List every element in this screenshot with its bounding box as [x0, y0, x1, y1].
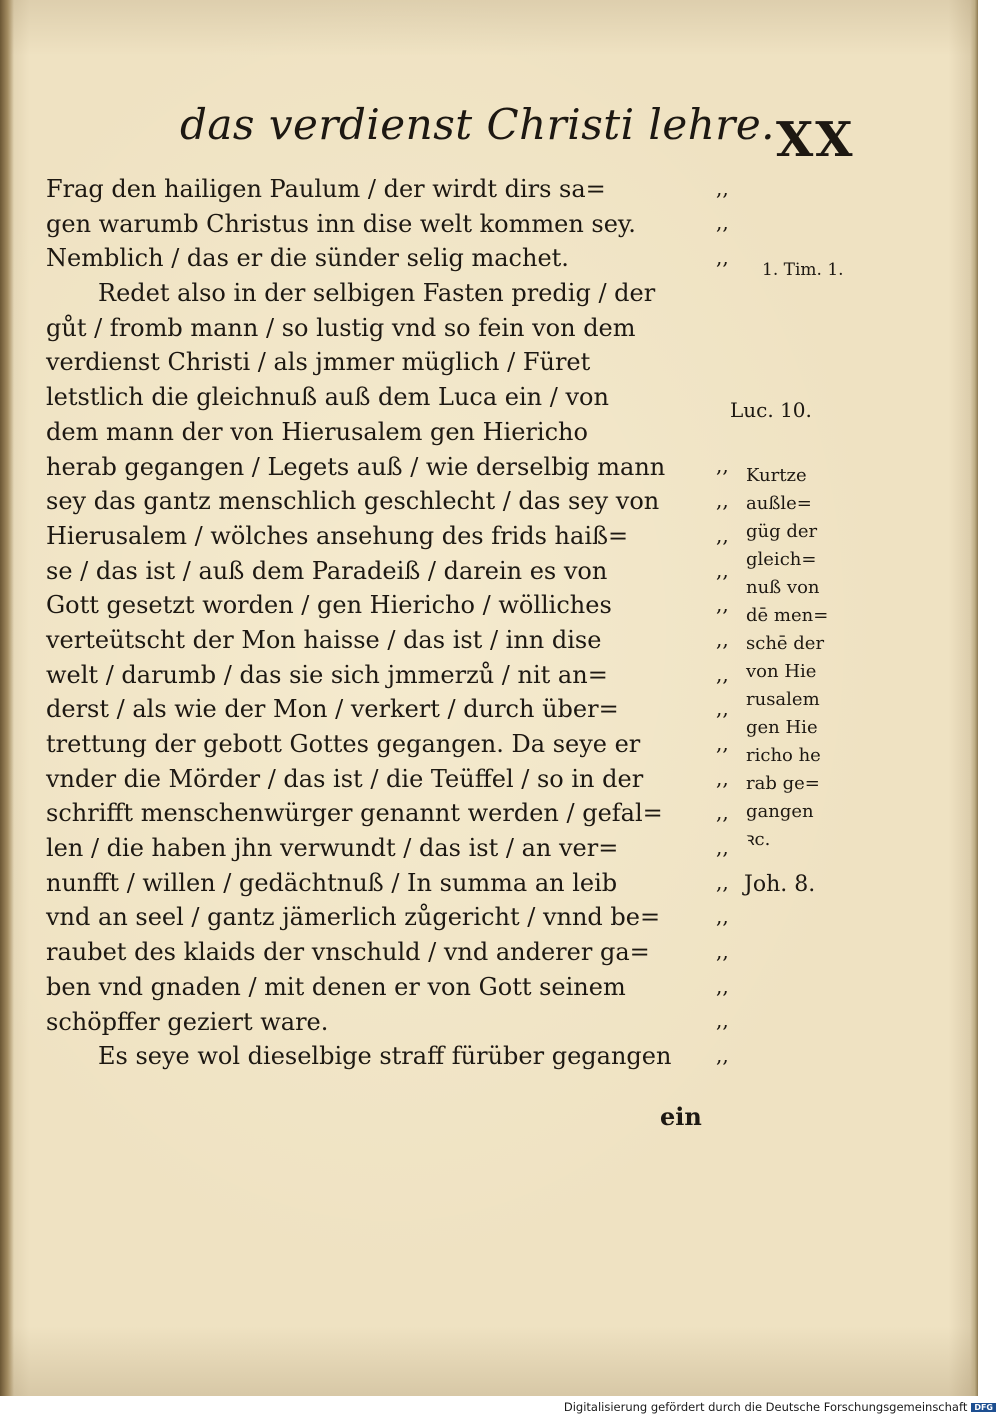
body-text [46, 172, 746, 1172]
quotation-mark: ,, [716, 870, 729, 894]
quotation-mark: ,, [716, 523, 729, 547]
quotation-mark: ,, [716, 453, 729, 477]
page-spine-shadow [0, 0, 14, 1396]
text-line: Gott gesetzt worden / gen Hiericho / wölliches [46, 591, 612, 620]
quotation-mark: ,, [716, 835, 729, 859]
quotation-mark: ,, [716, 245, 729, 269]
quotation-mark: ,, [716, 766, 729, 790]
quotation-mark: ,, [716, 662, 729, 686]
gloss-line: Kurtze [746, 465, 807, 486]
quotation-mark: ,, [716, 592, 729, 616]
quotation-mark: ,, [716, 731, 729, 755]
text-line: Frag den hailigen Paulum / der wirdt dirs sa= [46, 175, 606, 203]
text-line: sey das gantz menschlich geschlecht / das sey von [46, 487, 660, 516]
text-line: letstlich die gleichnuß auß dem Luca ein / von [46, 383, 609, 412]
quotation-mark: ,, [716, 558, 729, 582]
gloss-line: schē der [746, 633, 825, 654]
text-line: herab gegangen / Legets auß / wie derselbig mann [46, 452, 666, 481]
text-line: derst / als wie der Mon / verkert / durch über= [46, 695, 619, 724]
text-line: ben vnd gnaden / mit denen er von Gott seinem [46, 972, 626, 1001]
running-head: das verdienst Christi lehre. [180, 100, 776, 149]
quotation-mark: ,, [716, 939, 729, 963]
quotation-mark: ,, [716, 800, 729, 824]
text-line: welt / darumb / das sie sich jmmerzů / nit an= [46, 660, 608, 689]
quotation-mark: ,, [716, 627, 729, 651]
gloss-line: güg der [746, 521, 818, 542]
quotation-mark: ,, [716, 488, 729, 512]
quotation-mark: ,, [716, 974, 729, 998]
text-line: vnd an seel / gantz jämerlich zůgericht / vnnd be= [46, 903, 661, 932]
text-line: se / das ist / auß dem Paradeiß / darein es von [46, 556, 608, 585]
gloss-line: von Hie [746, 661, 817, 682]
gloss-line: nuß von [746, 577, 820, 598]
text-line: Nemblich / das er die sünder selig machet. [46, 244, 569, 273]
text-line: Hierusalem / wölches ansehung des frids haiß= [46, 521, 629, 550]
catchword: ein [660, 1102, 702, 1131]
text-line: verdienst Christi / als jmmer müglich / Füret [46, 348, 591, 377]
folio-number: XX [776, 112, 855, 168]
page-edge [970, 0, 978, 1396]
quotation-mark: ,, [716, 1008, 729, 1032]
text-line: nunfft / willen / gedächtnuß / In summa an leib [46, 868, 618, 897]
gloss-line: ꝛc. [746, 829, 771, 850]
text-line: trettung der gebott Gottes gegangen. Da seye er [46, 730, 641, 758]
gloss-line: gangen [746, 801, 814, 822]
dfg-logo-badge: DFG [971, 1403, 996, 1412]
gloss-line: gleich= [746, 549, 817, 570]
gloss-line: rusalem [746, 689, 820, 710]
gloss-line: dē men= [746, 605, 829, 626]
gloss-line: außle= [746, 493, 812, 514]
marginal-reference-timothy: 1. Tim. 1. [762, 260, 844, 280]
gloss-line: richo he [746, 745, 821, 766]
gloss-line: gen Hie [746, 717, 818, 738]
text-line: len / die haben jhn verwundt / das ist / an ver= [46, 834, 619, 863]
text-line: verteütscht der Mon haisse / das ist / inn dise [46, 625, 602, 654]
quotation-mark: ,, [716, 210, 729, 234]
text-line: raubet des klaids der vnschuld / vnd anderer ga= [46, 938, 650, 967]
text-line: dem mann der von Hierusalem gen Hiericho [46, 417, 588, 446]
marginal-reference-john: Joh. 8. [744, 872, 816, 897]
quotation-mark: ,, [716, 176, 729, 200]
quotation-marks-column [716, 172, 746, 1092]
digitization-footer [560, 1400, 996, 1420]
text-line: schrifft menschenwürger genannt werden / gefal= [46, 799, 663, 828]
text-line: gůt / fromb mann / so lustig vnd so fein von dem [46, 313, 636, 342]
text-line: vnder die Mörder / das ist / die Teüffel / so in der [46, 764, 644, 793]
text-line: Es seye wol dieselbige straff fürüber gegangen [98, 1042, 672, 1071]
text-line: gen warumb Christus inn dise welt kommen sey. [46, 209, 636, 238]
quotation-mark: ,, [716, 1043, 729, 1067]
marginal-reference-luke: Luc. 10. [730, 398, 812, 422]
quotation-mark: ,, [716, 696, 729, 720]
quotation-mark: ,, [716, 904, 729, 928]
footer-text: Digitalisierung gefördert durch die Deutsche Forschungsgemeinschaft [563, 1400, 968, 1414]
marginal-gloss [746, 462, 846, 854]
gloss-line: rab ge= [746, 773, 820, 794]
text-line: schöpffer geziert ware. [46, 1007, 329, 1036]
text-line: Redet also in der selbigen Fasten predig / der [98, 279, 656, 308]
